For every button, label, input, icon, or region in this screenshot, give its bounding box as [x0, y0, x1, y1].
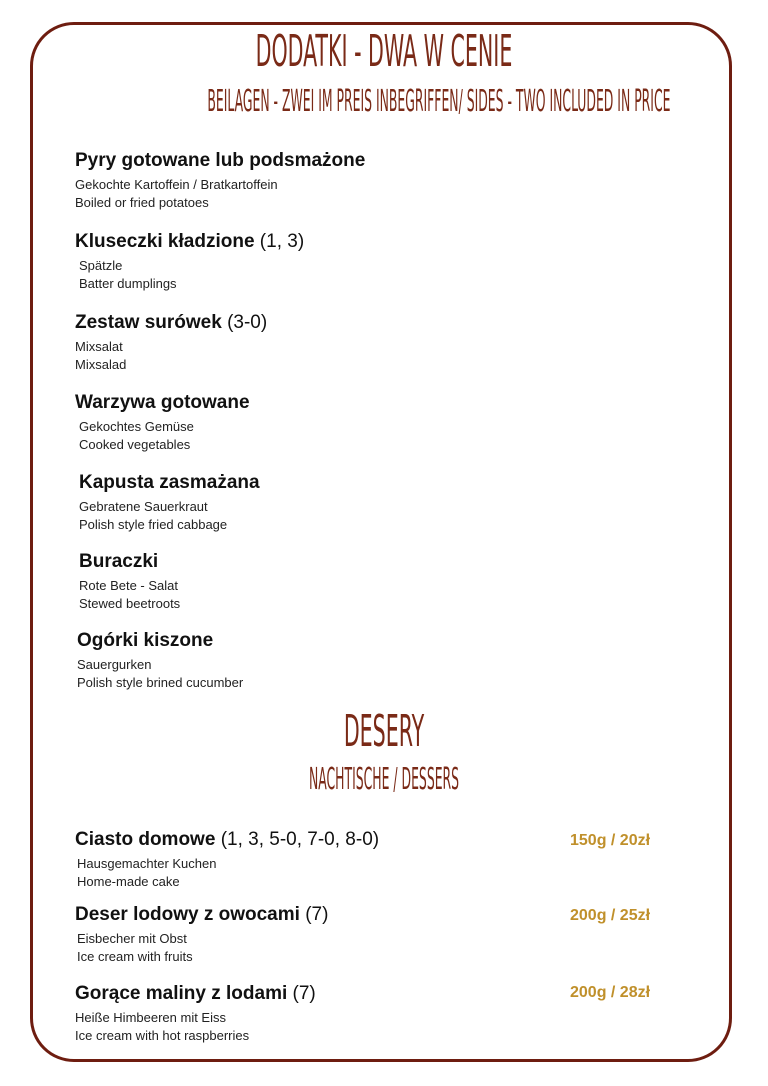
price-label: 200g / 25zł	[570, 907, 651, 924]
item-name: Kluseczki kładzione	[75, 231, 255, 252]
item-name: Ciasto domowe	[75, 829, 216, 850]
sides-title: DODATKI - DWA W CENIE	[255, 26, 513, 77]
item-en: Batter dumplings	[79, 276, 177, 291]
item-en: Stewed beetroots	[79, 596, 181, 611]
item-de: Rote Bete - Salat	[79, 578, 178, 593]
side-item	[79, 472, 260, 534]
item-allergens: (3-0)	[227, 312, 268, 333]
item-de: Mixsalat	[75, 339, 123, 354]
item-en: Home-made cake	[77, 874, 180, 889]
item-en: Ice cream with hot raspberries	[75, 1028, 250, 1043]
item-en: Boiled or fried potatoes	[75, 195, 209, 210]
desserts-title: DESERY	[343, 706, 425, 757]
side-item	[75, 312, 267, 374]
item-en: Polish style brined cucumber	[77, 675, 244, 690]
item-de: Eisbecher mit Obst	[77, 931, 187, 946]
item-name: Kapusta zasmażana	[79, 472, 260, 493]
item-allergens: (1, 3)	[259, 231, 305, 252]
item-en: Cooked vegetables	[79, 437, 191, 452]
item-name: Zestaw surówek	[75, 312, 222, 333]
item-name: Warzywa gotowane	[75, 392, 250, 413]
item-en: Mixsalad	[75, 357, 127, 372]
dessert-item	[75, 829, 379, 891]
item-en: Ice cream with fruits	[77, 949, 193, 964]
item-name: Buraczki	[79, 551, 159, 572]
item-allergens: (7)	[305, 904, 329, 925]
item-name: Pyry gotowane lub podsmażone	[75, 150, 366, 171]
item-de: Sauergurken	[77, 657, 152, 672]
price-label: 150g / 20zł	[570, 832, 651, 849]
item-en: Polish style fried cabbage	[79, 517, 228, 532]
side-item	[75, 392, 250, 454]
item-de: Hausgemachter Kuchen	[77, 856, 217, 871]
item-de: Gekochtes Gemüse	[79, 419, 194, 434]
item-allergens: (1, 3, 5-0, 7-0, 8-0)	[220, 829, 380, 850]
item-name: Ogórki kiszone	[77, 630, 214, 651]
side-item	[79, 551, 180, 613]
desserts-subtitle: NACHTISCHE / DESSERS	[308, 762, 460, 797]
item-de: Gebratene Sauerkraut	[79, 499, 208, 514]
item-de: Heiße Himbeeren mit Eiss	[75, 1010, 226, 1025]
item-allergens: (7)	[292, 983, 316, 1004]
sides-subtitle: BEILAGEN - ZWEI IM PREIS INBEGRIFFEN/ SIDES - TWO INCLUDED IN PRICE	[207, 84, 671, 119]
dessert-item	[75, 904, 328, 966]
price-label: 200g / 28zł	[570, 984, 651, 1001]
side-item	[75, 150, 365, 212]
side-item	[77, 630, 243, 692]
item-de: Gekochte Kartoffein / Bratkartoffein	[75, 177, 278, 192]
item-name: Deser lodowy z owocami	[75, 904, 300, 925]
dessert-item	[75, 983, 316, 1045]
item-de: Spätzle	[79, 258, 123, 273]
side-item	[75, 231, 304, 293]
item-name: Gorące maliny z lodami	[75, 983, 288, 1004]
